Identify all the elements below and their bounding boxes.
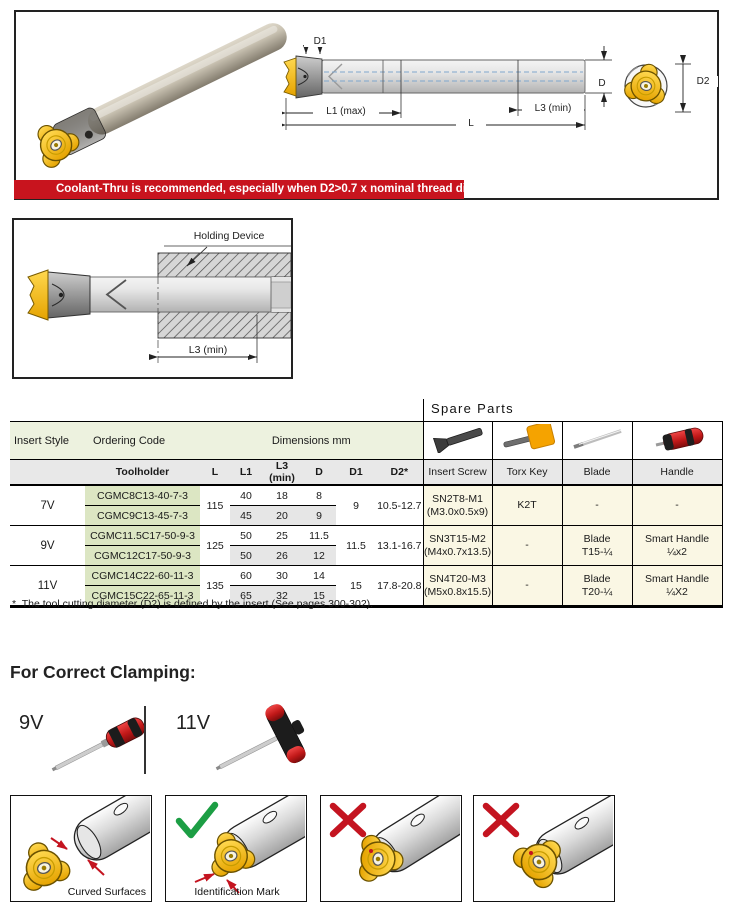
tool-photo	[28, 18, 293, 170]
dim-l1: 50	[230, 546, 262, 566]
panel-illustration	[166, 796, 305, 900]
dim-d2: 13.1-16.7	[376, 526, 423, 566]
ordering-code: CGMC11.5C17-50-9-3	[85, 526, 200, 546]
dim-label-d2: D2	[688, 76, 718, 87]
dim-d: 15	[302, 586, 336, 607]
dim-l: 135	[200, 566, 230, 607]
label-9v: 9V	[19, 712, 44, 734]
spare-insert-screw: SN2T8-M1 (M3.0x0.5x9)	[423, 485, 492, 526]
header-d2: D2*	[376, 460, 423, 486]
screwdriver-9v	[50, 698, 148, 778]
header-d: D	[302, 460, 336, 486]
spare-torx-key: -	[492, 526, 562, 566]
dim-l3: 25	[262, 526, 302, 546]
dim-label-l: L	[456, 118, 486, 129]
spare-parts-title: Spare Parts	[423, 399, 514, 421]
dim-d1: 9	[336, 485, 376, 526]
table-header-row-2	[10, 460, 722, 486]
spare-insert-screw: SN3T15-M2 (M4x0.7x13.5)	[423, 526, 492, 566]
panel-caption: Identification Mark	[194, 886, 280, 898]
header-blade: Blade	[562, 460, 632, 486]
blade-icon	[562, 422, 632, 460]
header-torx-key: Torx Key	[492, 460, 562, 486]
dim-l: 125	[200, 526, 230, 566]
header-l1: L1	[230, 460, 262, 486]
header-ordering-code: Ordering Code	[85, 422, 200, 460]
clamping-panel-curved-surfaces	[10, 795, 152, 902]
dim-l1: 65	[230, 586, 262, 607]
dim-d1: 15	[336, 566, 376, 607]
torx-key-icon	[492, 422, 562, 460]
dim-d1: 11.5	[336, 526, 376, 566]
red-arrow	[88, 860, 104, 875]
ordering-code: CGMC12C17-50-9-3	[85, 546, 200, 566]
panel-illustration	[321, 796, 460, 900]
dim-l3: 32	[262, 586, 302, 607]
check-icon	[179, 805, 215, 835]
handle-icon	[632, 422, 722, 460]
table-footnote: * The tool cutting diameter (D2) is defined by the insert (See pages 300-302).	[12, 598, 374, 610]
tool-drawing	[282, 28, 716, 158]
dim-d2: 17.8-20.8	[376, 566, 423, 607]
header-handle: Handle	[632, 460, 722, 486]
header-dimensions: Dimensions mm	[200, 422, 423, 460]
dim-d: 8	[302, 485, 336, 506]
spare-torx-key: -	[492, 566, 562, 607]
holding-device-drawing	[14, 220, 291, 377]
spare-blade: Blade T20-¼	[562, 566, 632, 607]
clamping-panel-incorrect-1	[320, 795, 462, 902]
red-arrow	[195, 874, 214, 882]
dim-l1: 45	[230, 506, 262, 526]
holding-l3-label: L3 (min)	[167, 345, 249, 356]
screwdriver-11v	[208, 693, 336, 779]
dim-label-d: D	[593, 78, 611, 89]
dim-l3: 18	[262, 485, 302, 506]
clamping-title: For Correct Clamping:	[10, 662, 196, 682]
dim-d: 14	[302, 566, 336, 586]
panel-illustration	[474, 796, 613, 900]
tool-overview-box	[14, 10, 719, 200]
spare-handle: Smart Handle ¼x2	[632, 526, 722, 566]
coolant-banner: Coolant-Thru is recommended, especially when D2>0.7 x nominal thread diameter	[14, 180, 464, 199]
spec-table	[10, 421, 723, 608]
insert-screw-icon	[423, 422, 492, 460]
dim-l: 115	[200, 485, 230, 526]
dim-d: 12	[302, 546, 336, 566]
spare-insert-screw: SN4T20-M3 (M5x0.8x15.5)	[423, 566, 492, 607]
dim-l3: 20	[262, 506, 302, 526]
table-header-row-1	[10, 422, 722, 460]
panel-caption: Curved Surfaces	[67, 886, 146, 898]
ordering-code: CGMC8C13-40-7-3	[85, 485, 200, 506]
header-d1: D1	[336, 460, 376, 486]
table-row	[10, 526, 722, 546]
header-insert-screw: Insert Screw	[423, 460, 492, 486]
table-row	[10, 566, 722, 586]
dim-l1: 60	[230, 566, 262, 586]
ordering-code: CGMC15C22-65-11-3	[85, 586, 200, 607]
dim-label-l3-min: L3 (min)	[522, 103, 584, 114]
header-blank	[10, 460, 85, 486]
clamping-panel-incorrect-2	[473, 795, 615, 902]
spare-torx-key: K2T	[492, 485, 562, 526]
insert-style-7v: 7V	[10, 485, 85, 526]
insert-style-11v: 11V	[10, 566, 85, 607]
holding-device-box	[12, 218, 293, 379]
holding-device-label: Holding Device	[178, 231, 280, 242]
dim-d: 11.5	[302, 526, 336, 546]
insert-style-9v: 9V	[10, 526, 85, 566]
ordering-code: CGMC9C13-45-7-3	[85, 506, 200, 526]
dim-l1: 50	[230, 526, 262, 546]
header-l: L	[200, 460, 230, 486]
header-toolholder: Toolholder	[85, 460, 200, 486]
ordering-code: CGMC14C22-60-11-3	[85, 566, 200, 586]
table-row	[10, 485, 722, 506]
dim-l1: 40	[230, 485, 262, 506]
spare-handle: Smart Handle ¼X2	[632, 566, 722, 607]
dim-d: 9	[302, 506, 336, 526]
dim-l3: 26	[262, 546, 302, 566]
clamping-divider	[144, 706, 146, 774]
dim-label-l1-max: L1 (max)	[313, 106, 379, 117]
panel-illustration	[11, 796, 150, 900]
dim-l3: 30	[262, 566, 302, 586]
header-insert-style: Insert Style	[10, 422, 85, 460]
label-11v: 11V	[176, 712, 211, 734]
spare-blade: Blade T15-¼	[562, 526, 632, 566]
red-arrow	[51, 838, 67, 849]
clamping-panel-identification-mark	[165, 795, 307, 902]
header-l3-min: L3 (min)	[262, 460, 302, 486]
dim-d2: 10.5-12.7	[376, 485, 423, 526]
spare-handle: -	[632, 485, 722, 526]
dim-label-d1: D1	[304, 36, 336, 47]
spare-blade: -	[562, 485, 632, 526]
